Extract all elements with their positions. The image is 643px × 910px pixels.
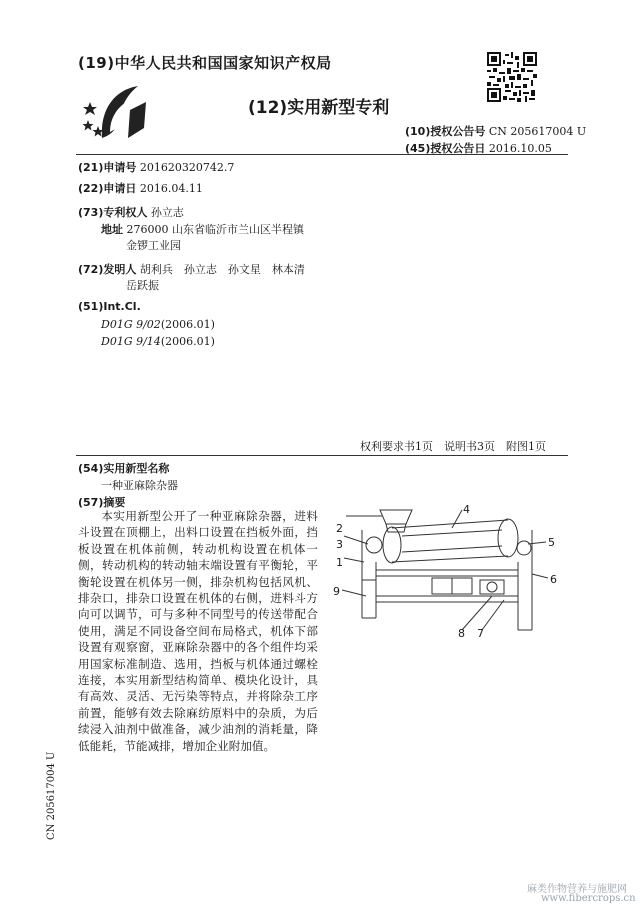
invention-title: 一种亚麻除杂器	[101, 479, 178, 492]
ipc-class-2	[101, 335, 215, 348]
owner-row	[78, 204, 184, 220]
qr-code-icon	[487, 52, 537, 102]
inventor-label: (72)发明人	[78, 263, 137, 276]
pub-no-value: CN 205617004 U	[488, 125, 587, 138]
ipc-2-code: D01G 9/14	[101, 335, 161, 348]
app-no-row	[78, 159, 234, 175]
inventors-line-1: 胡利兵 孙立志 孙文星 林本清	[139, 263, 305, 276]
fig-label-8: 8	[458, 627, 465, 640]
ipc-2-version: (2006.01)	[160, 335, 215, 348]
side-publication-number: CN 205617004 U	[46, 751, 57, 840]
fig-label-7: 7	[477, 627, 484, 640]
address-line-1: 276000 山东省临沂市兰山区半程镇	[126, 223, 304, 236]
watermark-cn: 麻类作物营养与施肥网	[527, 884, 627, 895]
divider-middle	[76, 455, 568, 456]
fig-label-2: 2	[336, 522, 343, 535]
fig-label-6: 6	[550, 573, 557, 586]
pub-date-value: 2016.10.05	[488, 142, 552, 155]
abstract-text: 本实用新型公开了一种亚麻除杂器，进料斗设置在顶棚上，出料口设置在挡板外面，挡板设置在机体前侧，转动机构设置在机体一侧，转动机构的转动轴末端设置有平衡轮，平衡轮设置在机体另一侧，排杂机构包括风机、排杂口，排杂口设置在机体的右侧，进料斗方向可以调节，可与多种不同型号的传送带配合使用，满足不同设备空间布局格式，机体下部设置有观察窗，亚麻除杂器中的各个组件均采用国家标准制造、选用，挡板与机体通过螺栓连接，本实用新型结构简单、模块化设计，具有高效、灵活、无污染等特点，并将除杂工序前置，能够有效去除麻纺原料中的杂质，为后续浸入油剂中做准备，减少油剂的消耗量，降低能耗，节能减排，增加企业附加值。	[78, 509, 318, 753]
fig-label-4: 4	[463, 503, 470, 516]
fig-label-5: 5	[548, 536, 555, 549]
abstract-label: (57)摘要	[78, 496, 126, 509]
fig-label-1: 1	[336, 556, 343, 569]
title-label: (54)实用新型名称	[78, 462, 170, 475]
fig-label-3: 3	[336, 538, 343, 551]
fig-label-9: 9	[333, 585, 340, 598]
watermark-url: www.fibercrops.cn	[541, 893, 636, 904]
inventor-row	[78, 261, 305, 277]
pub-date-label: (45)授权公告日	[405, 142, 486, 155]
app-date-value: 2016.04.11	[139, 182, 203, 195]
cnipa-logo	[80, 80, 162, 142]
address-line-2: 金锣工业园	[126, 239, 181, 252]
ipc-class-1	[101, 318, 215, 331]
owner-label: (73)专利权人	[78, 206, 148, 219]
address-label: 地址	[101, 223, 123, 236]
inventors-line-2: 岳跃振	[126, 279, 159, 292]
app-date-label: (22)申请日	[78, 182, 137, 195]
device-drawing	[332, 500, 568, 645]
owner-value: 孙立志	[150, 206, 184, 219]
app-no-label: (21)申请号	[78, 161, 137, 174]
doc-type-title: (12)实用新型专利	[248, 98, 390, 118]
intcl-label: (51)Int.Cl.	[78, 300, 141, 313]
address-row	[101, 221, 304, 237]
office-name: (19)中华人民共和国国家知识产权局	[78, 54, 332, 72]
pub-no-label: (10)授权公告号	[405, 125, 486, 138]
divider-top	[76, 154, 568, 155]
app-no-value: 201620320742.7	[139, 161, 235, 174]
ipc-1-code: D01G 9/02	[101, 318, 161, 331]
pub-no-row	[405, 123, 586, 139]
ipc-1-version: (2006.01)	[160, 318, 215, 331]
page-counts: 权利要求书1页 说明书3页 附图1页	[360, 440, 546, 453]
app-date-row	[78, 180, 203, 196]
